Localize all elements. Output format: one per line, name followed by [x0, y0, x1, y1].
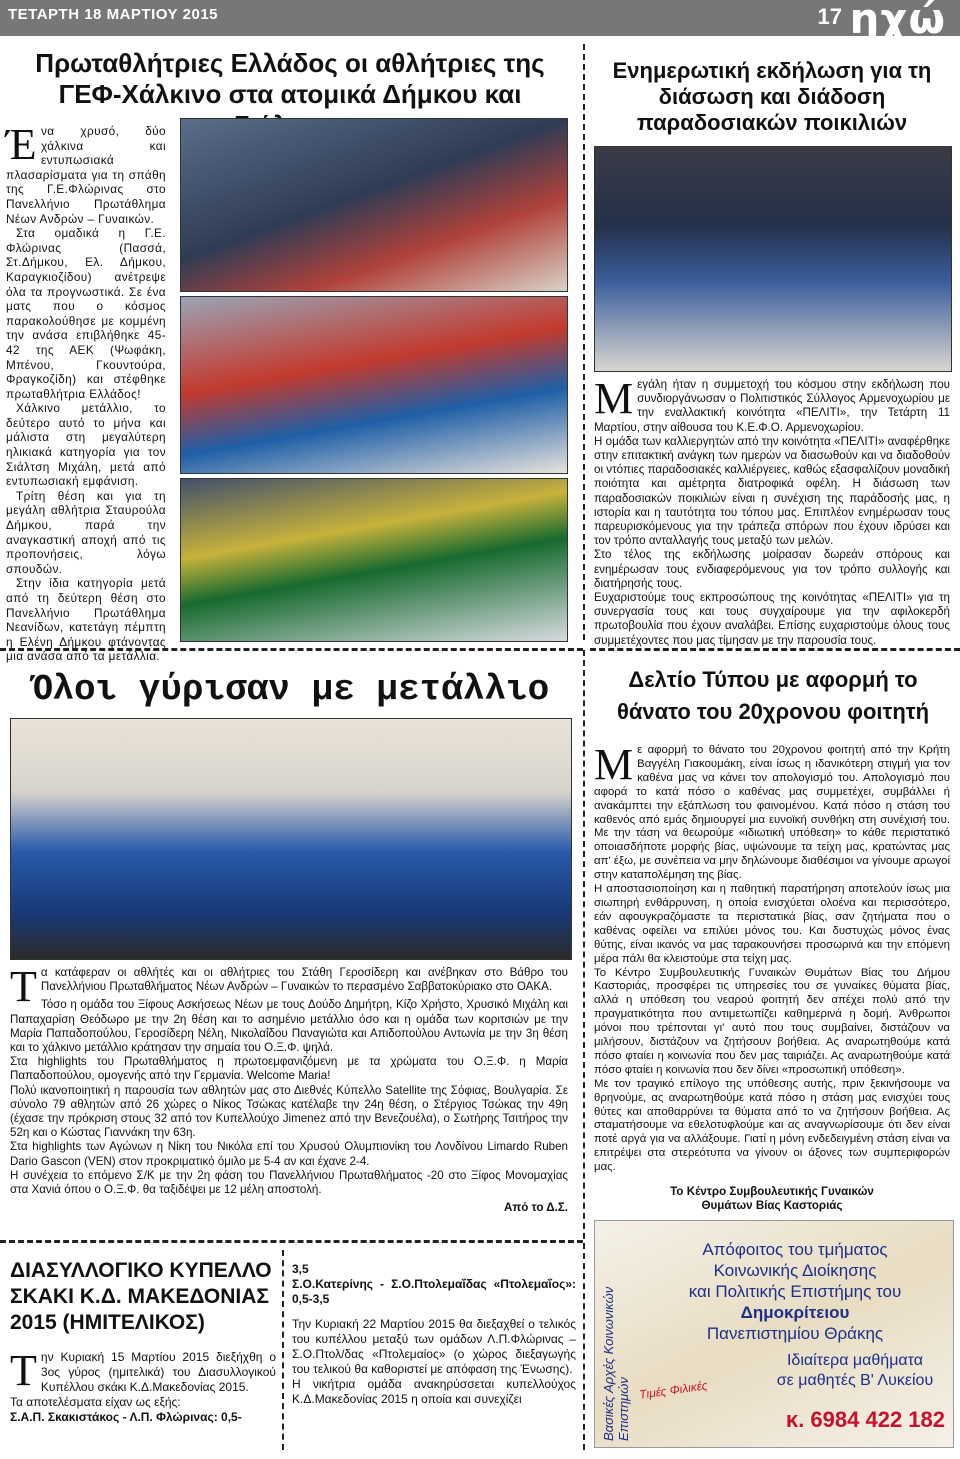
signature: Το Κέντρο Συμβουλευτικής Γυναικών: [670, 1185, 874, 1199]
paragraph: Χάλκινο μετάλλιο, το δεύτερο αυτό το μήνα και μάλιστα στη μεγαλύτερη ηλικιακά κατηγορία για τον Σιάλτση Μιχάλη, μετά από εντυπωσιακή εμφάνιση.: [6, 401, 166, 489]
column-divider: [282, 1250, 284, 1450]
paragraph: Στην ίδια κατηγορία μετά από τη δεύτερη θέση στο Πανελλήνιο Πρωτάθλημα Νεανίδων, κατετάγη πέμπτη η Ελένη Δήμκου φτάνοντας μια ανάσα από τα μετάλλια.: [6, 576, 166, 664]
paragraph: Με τον τραγικό επίλογο της υπόθεσης αυτής, πριν ξεκινήσουμε να θρηνούμε, ας αναρωτηθούμε κατά πόσο η στάση μας ενισχύει τους θύτες και αποθαρρύνει τα θύματα από το να ζητήσουν βοήθεια. Ας σταματήσουμε να εθελοτυφλούμε και ας αναγνωρίσουμε ότι δεν είναι ποτέ αργά για να αλλάξουμε. Γιατί η μόνη ενδεδειγμένη στάση είναι να επιτρέψει στα στερεότυπα να γίνουν οι άξονες των συμπεριφορών μας.: [594, 1077, 950, 1174]
drop-cap: Μ: [594, 374, 634, 423]
paragraph: να χρυσό, δύο χάλκινα και εντυπωσιακά πλασαρίσματα για τη σπάθη της Γ.Ε.Φλώρινας στο Πανελλήνιο Πρωτάθλημα Νέων Ανδρών – Γυναικών.: [6, 124, 166, 226]
section-divider: [590, 648, 960, 651]
fencing-club-photo: [10, 718, 572, 960]
page-number: 17: [817, 4, 842, 29]
ad-line: και Πολιτικής Επιστήμης του: [688, 1282, 902, 1301]
drop-cap: Έ: [6, 120, 37, 169]
article-press-release-body: [594, 740, 950, 1213]
tutoring-ad: [594, 1220, 954, 1448]
article-chess-col1: [10, 1346, 276, 1425]
ad-prices: Τιμές Φιλικές: [638, 1378, 709, 1402]
newspaper-logo: ηχώ: [849, 0, 946, 43]
event-audience-photo: [594, 146, 952, 372]
article-medals-body: [10, 962, 568, 1215]
article-fencing-body: [6, 120, 166, 664]
fencing-medalists-photo: [180, 478, 568, 642]
ad-line: Ιδιαίτερα μαθήματα: [786, 1352, 924, 1369]
fencing-team-photo: [180, 118, 568, 292]
paragraph: α κατάφεραν οι αθλήτές και οι αθλήτριες του Στάθη Γεροσίδερη και ανέβηκαν στο Βάθρο του Πανελλήνιου Πρωταθλήματος Νέων Ανδρών – Γυναικών το περασμένο Σαββατοκύριακο στο ΟΑΚΑ.: [40, 966, 568, 994]
article-chess-title: ΔΙΑΣΥΛΛΟΓΙΚΟ ΚΥΠΕΛΛΟ ΣΚΑΚΙ Κ.Δ. ΜΑΚΕΔΟΝΙΑΣ 2015 (ΗΜΙΤΕΛΙΚΟΣ): [10, 1259, 272, 1334]
page-header: [0, 0, 960, 43]
paragraph: Τρίτη θέση και για τη μεγάλη αθλήτρια Σταυρούλα Δήμκου, παρά την αναγκαστική αποχή από τις προπονήσεις, λόγω σπουδών.: [6, 488, 166, 576]
signature: Θυμάτων Βίας Καστοριάς: [701, 1199, 843, 1212]
paragraph: Η νικήτρια ομάδα ανακηρύσσεται κυπελλούχος Κ.Δ.Μακεδονίας 2015 η οποία και συνεχίζει: [292, 1377, 576, 1406]
paragraph: ην Κυριακή 15 Μαρτίου 2015 διεξήχθη ο 3ος γύρος (ημιτελικά) του Διασυλλογικού Κυπέλλου σκάκι Κ.Δ.Μακεδονίας 2015.: [40, 1350, 276, 1394]
paragraph: ε αφορμή το θάνατο του 20χρονου φοιτητή από την Κρήτη Βαγγέλη Γιακουμάκη, είναι ίσως η ιδανικότερη στιγμή για τον καθένα μας να κάνει τον απολογισμό του. Απολογισμό που αφορά το κατά πόσο ο καθένας μας συμμετέχει, συμβάλλει ή ανακάμπτει την εξάπλωση του φαινομένου. Κατά πόσο η στάση του καθενός από εμάς δημιουργεί μια ευνοϊκή συνθήκη στη συνέχισή του. Με την τάση να θεωρούμε «ιδιωτική υπόθεση» το κάθε περιστατικό οποιασδήποτε μορφής βίας, υψώνουμε τα τείχη μας, κρατώντας μας απ' έξω, με συνέπεια να μην δηλώνουμε διαθέσιμοι να γίνουμε αρωγοί στην καταπολέμηση της βίας.: [594, 744, 950, 882]
paragraph: Η αποστασιοποίηση και η παθητική παρατήρηση αποτελούν ίσως μια σιωπηρή ενθάρρυνση, η οποία ενισχύεται ολοένα και περισσότερο, εάν αφουγκραζόμαστε τα περιστατικά βίας, σαν ζητήματα που ο καθένας οφείλει να επιλύει μόνος του. Και δυστυχώς μόνος ένας θύτης, είναι ικανός να μας ταρακουνήσει προσωρινά και την επόμενη μέρα πάλι θα κλειστούμε στα τείχη μας.: [594, 883, 950, 965]
ad-credentials: [645, 1239, 945, 1344]
paragraph: Τόσο η ομάδα του Ξίφους Ασκήσεως Νέων με τους Δούδο Δημήτρη, Κίζο Χρήστο, Χρυσικό Μιχάλη και Παπαχαρίση Θεόδωρο με την 2η θέση και το ασημένιο μετάλλιο όσο και η ομάδα των κοριτσιών με την Μαρία Παπαδοπούλου, Γεροσίδερη Νέλη, Νικολαΐδου Παναγιώτα και Απιδοπούλου Αντωνία με την 3η θέση και το χάλκινο μετάλλιο κράτησαν την σημαία του Ο.Ξ.Φ. ψηλά.: [10, 998, 568, 1055]
ad-line: Πανεπιστημίου Θράκης: [706, 1324, 884, 1343]
paragraph: Τα αποτελέσματα είχαν ως εξής:: [10, 1395, 181, 1409]
ad-line: σε μαθητές Β' Λυκείου: [776, 1372, 934, 1389]
issue-date: ΤΕΤΑΡΤΗ 18 ΜΑΡΤΙΟΥ 2015: [8, 6, 219, 23]
ad-line: Απόφοιτος του τμήματος: [702, 1240, 888, 1259]
drop-cap: Τ: [10, 962, 37, 1011]
paragraph: Στα highlights του Πρωταθλήματος η πρωτοεμφανιζόμενη με τα χρώματα του Ο.Ξ.Φ. η Μαρία Παπαδοπούλου, ομογενής από την Γερμανία. Welcome Maria!: [10, 1055, 568, 1083]
ad-phone: κ. 6984 422 182: [785, 1407, 945, 1432]
article-press-release-title: Δελτίο Τύπου με αφορμή το θάνατο του 20χρονου φοιτητή: [616, 667, 930, 724]
paragraph: Το Κέντρο Συμβουλευτικής Γυναικών Θυμάτων Βίας του Δήμου Καστοριάς, προσφέρει τις υπηρεσίες του σε γυναίκες θύματα βίας, αλλά η υπόθεση του νεαρού φοιτητή δεν απέχει πολύ από την πραγματικότητα που αντιμετωπίζει καθημερινά η δομή. Άνθρωποι μόνοι που τρέπονται γι' αυτό που τους συμβαίνει, διστάζουν να μιλήσουν, διστάζουν να ζητήσουν βοήθεια. Ας αναρωτηθούμε κατά πόσο φταίει η κοινωνία που δεν μας ταιριάζει. Ας αναρωτηθούμε κατά πόσο φταίει η κοινωνία που δεν δίνει «προσωπική υπόθεση».: [594, 966, 950, 1076]
paragraph: Η ομάδα των καλλιεργητών από την κοινότητα «ΠΕΛΙΤΙ» αναφέρθηκε στην επιτακτική ανάγκη των ημερών να διασωθούν και να διαδοθούν οι ντόπιες παραδοσιακές καλλιέργειες, καθώς εξασφαλίζουν μοναδική ποιότητα και αμέτρητα διατροφικά οφέλη. Η διάσωση των παραδοσιακών ποικιλιών είναι η συνέχιση της παράδοσής μας, η ιστορία και η ταυτότητα του τόπου μας. Επιπλέον ενημέρωσαν τους παρευρισκόμενους για την τράπεζα σπόρων που έχουν ιδρύσει και τον τρόπο ανταλλαγής τους μεταξύ των μελών.: [594, 434, 950, 548]
ad-line: Κοινωνικής Διοίκησης: [713, 1261, 877, 1280]
article-fencing-title: Πρωταθλήτριες Ελλάδος οι αθλήτριες της ΓΕΦ-Χάλκινο στα ατομικά Δήμκου και: [35, 48, 545, 109]
ad-offer: [765, 1351, 945, 1391]
paragraph: εγάλη ήταν η συμμετοχή του κόσμου στην εκδήλωση που συνδιοργάνωσαν ο Πολιτιστικός Σύλλογος Αρμενοχωρίου με την εναλλακτική κοινότητα «ΠΕΛΙΤΙ», την Τετάρτη 11 Μαρτίου, στην αίθουσα του Κ.Ε.Φ.Ο. Αρμενοχωρίου.: [594, 378, 950, 434]
paragraph: Στα ομαδικά η Γ.Ε. Φλώρινας (Πασσά, Στ.Δήμκου, Ελ. Δήμκου, Καραγκιοζίδου) ανέτρεψε όλα τα προγνωστικά. Σε ένα ματς που ο κόσμος παρακολούθησε με κομμένη την ανάσα επιβλήθηκε 45-42 της ΑΕΚ (Ψωφάκη, Μπένου, Γκουντούρα, Φραγκοζίδη) και στέφθηκε πρωταθλήτρια Ελλάδος!: [6, 226, 166, 401]
paragraph: Σ.Ο.Κατερίνης - Σ.Ο.Πτολεμαΐδας «Πτολεμαΐος»: 0,5-3,5: [292, 1277, 576, 1306]
column-divider: [583, 44, 585, 640]
article-chess-col2: [292, 1262, 576, 1407]
paragraph: Η συνέχεια το επόμενο Σ/Κ με την 2η φάση του Πανελλήνιου Πρωταθλήματος -20 στο Ξίφος Μονομαχίας στα Χανιά όπου ο Ο.Ξ.Φ. θα ταξιδέψει με 12 μέλη αποστολή.: [10, 1168, 568, 1197]
ad-line: Δημοκρίτειου: [740, 1303, 850, 1322]
article-seeds-body: [594, 374, 950, 648]
paragraph: Σ.Α.Π. Σκακιστάκος - Λ.Π. Φλώρινας: 0,5-: [10, 1410, 242, 1424]
ad-vertical-text: Βασικές Αρχές Κοινωνικών Επιστημών: [601, 1286, 631, 1441]
article-medals-title: Όλοι γύρισαν με μετάλλιο: [30, 669, 550, 710]
paragraph: 3,5: [292, 1262, 309, 1276]
paragraph: Στα highlights των Αγώνων η Νίκη του Νικόλα επί του Χρυσού Ολυμπιονίκη του Λονδίνου Limardo Ruben Dario Gascon (VEN) στον προκριματικό όμιλο με 5-4 αν και έχανε 2-4.: [10, 1140, 568, 1168]
paragraph: Στο τέλος της εκδήλωσης μοίρασαν δωρεάν σπόρους και ενημέρωσαν τους ενδιαφερόμενους για τον τρόπο συλλογής και διατήρησής τους.: [594, 548, 950, 590]
fencing-podium-photo: [180, 296, 568, 474]
paragraph: Πολύ ικανοποιητική η παρουσία των αθλητών μας στο Διεθνές Κύπελλο Satellite της Σόφιας, Βουλγαρία. Σε σύνολο 79 αθλητών από 26 χώρες ο Νίκος Τσώκας κατέλαβε την 24η θέση, ο Στέργιος Τσώκας την 49η (έχασε την πρόκριση στους 32 από τον Κυπελλούχο Jimenez από την Βενεζουέλα), ο Σωτήρης Τσιτήρος την 52η και ο Κώστας Γιαννάκη την 63η.: [10, 1083, 568, 1140]
section-divider: [0, 648, 583, 651]
drop-cap: Τ: [10, 1346, 37, 1395]
section-divider: [0, 1240, 583, 1243]
signature: Από το Δ.Σ.: [503, 1201, 568, 1215]
drop-cap: Μ: [594, 740, 634, 789]
paragraph: Ευχαριστούμε τους εκπροσώπους της κοινότητας «ΠΕΛΙΤΙ» για τη συνεργασία τους και τους συγχαίρουμε για την αφιλοκερδή πρωτοβουλία που έχουν αναλάβει. Επίσης ευχαριστούμε όλους τους συμμετέχοντες που μας τίμησαν με την παρουσία τους.: [594, 591, 950, 647]
paragraph: Την Κυριακή 22 Μαρτίου 2015 θα διεξαχθεί ο τελικός του κυπέλλου μεταξύ των ομάδων Λ.Π.Φλώρινας – Σ.Ο.Πτολ/δας «Πτολεμαίος» (ο χώρος διεξαγωγής του τελικού θα καθοριστεί με απόφαση της Ένωσης).: [292, 1317, 576, 1376]
article-seeds-title: Ενημερωτική εκδήλωση για τη διάσωση και διάδοση παραδοσιακών ποικιλιών: [612, 58, 932, 135]
column-divider: [583, 650, 585, 1450]
